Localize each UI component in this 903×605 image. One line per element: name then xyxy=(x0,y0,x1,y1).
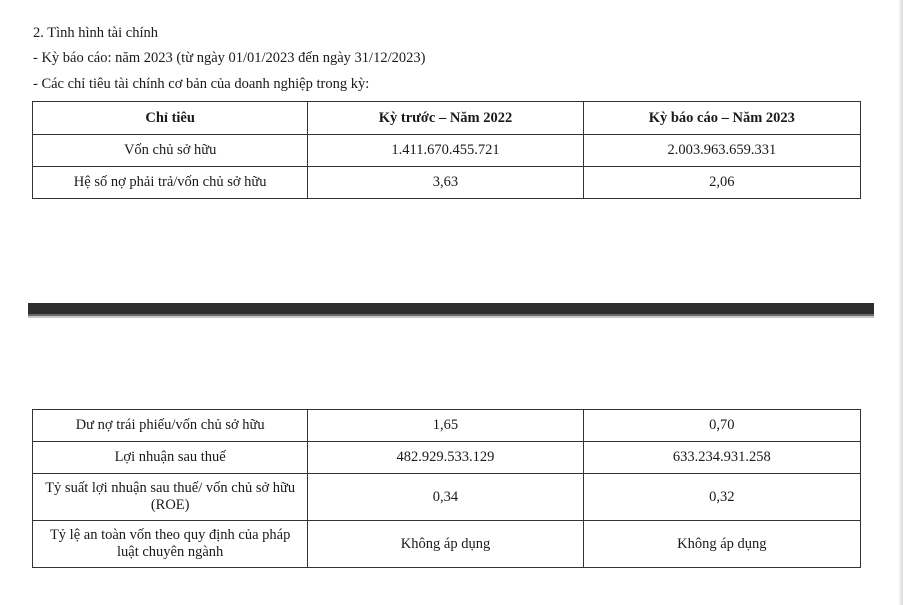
table-row xyxy=(33,135,861,167)
header-current-period: Kỳ báo cáo – Năm 2023 xyxy=(583,102,860,135)
row-value-2022: 3,63 xyxy=(308,167,583,199)
section-title: 2. Tình hình tài chính xyxy=(33,25,158,41)
header-indicator: Chỉ tiêu xyxy=(33,102,308,135)
financial-table-top xyxy=(32,101,861,199)
page-edge-shadow xyxy=(898,0,903,605)
table-row xyxy=(33,167,861,199)
row-value-2022: 1,65 xyxy=(308,410,583,442)
row-label: Tỷ lệ an toàn vốn theo quy định của pháp luật chuyên ngành xyxy=(33,521,308,568)
intro-text: - Các chỉ tiêu tài chính cơ bản của doanh nghiệp trong kỳ: xyxy=(33,76,370,92)
row-value-2023: 0,70 xyxy=(583,410,860,442)
table-header-row xyxy=(33,102,861,135)
row-value-2022: 0,34 xyxy=(308,474,583,521)
row-label: Tỷ suất lợi nhuận sau thuế/ vốn chủ sở hữu (ROE) xyxy=(33,474,308,521)
header-prior-period: Kỳ trước – Năm 2022 xyxy=(308,102,583,135)
row-value-2023: 2,06 xyxy=(583,167,860,199)
page-break-divider xyxy=(28,303,874,316)
row-value-2023: 2.003.963.659.331 xyxy=(583,135,860,167)
page-break-shadow xyxy=(28,316,874,318)
table-row xyxy=(33,474,861,521)
reporting-period: - Kỳ báo cáo: năm 2023 (từ ngày 01/01/2023 đến ngày 31/12/2023) xyxy=(33,50,426,66)
row-value-2023: Không áp dụng xyxy=(583,521,860,568)
row-label: Hệ số nợ phải trả/vốn chủ sở hữu xyxy=(33,167,308,199)
table-row xyxy=(33,442,861,474)
financial-table-bottom xyxy=(32,409,861,568)
row-value-2022: Không áp dụng xyxy=(308,521,583,568)
row-value-2023: 633.234.931.258 xyxy=(583,442,860,474)
row-label: Dư nợ trái phiếu/vốn chủ sở hữu xyxy=(33,410,308,442)
row-value-2022: 1.411.670.455.721 xyxy=(308,135,583,167)
table-row xyxy=(33,521,861,568)
row-label: Vốn chủ sở hữu xyxy=(33,135,308,167)
row-value-2022: 482.929.533.129 xyxy=(308,442,583,474)
row-value-2023: 0,32 xyxy=(583,474,860,521)
table-row xyxy=(33,410,861,442)
row-label: Lợi nhuận sau thuế xyxy=(33,442,308,474)
